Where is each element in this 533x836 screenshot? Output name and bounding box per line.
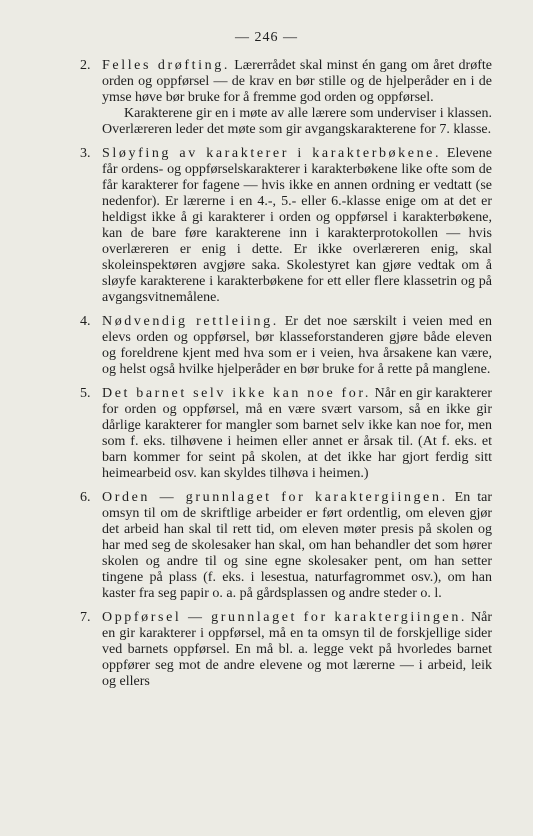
- section-text: Når en gir karakterer i oppførsel, må en ta omsyn til de forskjellige sider ved barnets oppførsel. En må bl. a. legge vekt på hvorledes barnet oppfører seg mot de andre elevene og mot lærerne — i arbeid, leik og ellers: [102, 610, 492, 689]
- section-number: 7.: [80, 610, 91, 625]
- section-7: [82, 610, 492, 690]
- section-paragraph: [102, 386, 492, 482]
- section-paragraph: [102, 314, 492, 378]
- section-3: [82, 146, 492, 306]
- section-heading: Felles drøfting.: [102, 58, 230, 73]
- section-text: Elevene får ordens- og oppførselskarakterer i karakterbøkene like ofte som de får karakterer for fagene — hvis ikke en annen ordning er vedtatt (se nedenfor). Er lærerne i en 4.-, 5.- eller 6.-klasse enige om at det er heldigst ikke å gi karakterer i orden og oppførsel i karakterbøkene, kan de bare føre karakterene inn i karakterprotokollen — hvis overlæreren er enig i dette. Er ikke overlæreren enig, skal skoleinspektøren avgjøre saka. Skolestyret kan gjøre vedtak om å sløyfe karakterene i karakterbøkene for ett eller flere klassetrin og på avgangsvitnemålene.: [102, 146, 492, 305]
- section-number: 3.: [80, 146, 91, 161]
- section-5: [82, 386, 492, 482]
- section-heading: Nødvendig rettleiing.: [102, 314, 279, 329]
- section-number: 5.: [80, 386, 91, 401]
- section-paragraph: [102, 58, 492, 106]
- page-number: — 246 —: [235, 30, 298, 45]
- section-paragraph: [102, 610, 492, 690]
- section-heading: Det barnet selv ikke kan noe for.: [102, 386, 371, 401]
- section-4: [82, 314, 492, 378]
- section-text: Er det noe særskilt i veien med en elevs orden og oppførsel, bør klasseforstanderen gjøre både eleven og foreldrene kjent med hva som er i veien, hva årsakene kan være, og helst også hvilke hjelperåder en bør bruke for å rette på manglene.: [102, 314, 493, 377]
- section-6: [82, 490, 492, 602]
- section-number: 6.: [80, 490, 91, 505]
- section-paragraph: [102, 146, 492, 306]
- section-paragraph: Karakterene gir en i møte av alle lærere som underviser i klassen. Overlæreren leder det møte som gir avgangskarakterene for 7. klasse.: [102, 106, 492, 137]
- section-text: Lærerrådet skal minst én gang om året drøfte orden og oppførsel — de krav en bør stille og de hjelperåder en i de ymse høve bør bruke for å fremme god orden og oppførsel.: [102, 58, 492, 105]
- section-heading: Oppførsel — grunnlaget for karaktergiingen.: [102, 610, 468, 625]
- section-heading: Orden — grunnlaget for karaktergiingen.: [102, 490, 448, 505]
- section-number: 2.: [80, 58, 91, 73]
- section-heading: Sløyfing av karakterer i karakterbøkene.: [102, 146, 442, 161]
- section-text: En tar omsyn til om de skriftlige arbeider er ført ordentlig, om eleven gjør det arbeid han skal til rett tid, om eleven møter presis på skolen og har med seg de skolesaker han skal, om han behandler det som hører skolen og andre til og sine egne skolesaker pent, om han setter tingene på plass (f. eks. i lesestua, naturfagrommet osv.), om han kaster fra seg papir o. a. på gårdsplassen og andre steder o. l.: [102, 490, 492, 601]
- section-number: 4.: [80, 314, 91, 329]
- section-text: Når en gir karakterer for orden og oppførsel, må en være svært varsom, så en ikke gir dårlige karakterer for mangler som barnet selv ikke kan noe for, men som f. eks. tilhøvene i heimen eller annet er årsak til. (At f. eks. et barn kommer for seint på skolen, at det ikke har gjort ferdig sitt heimearbeid osv. kan skyldes tilhøva i heimen.): [102, 386, 492, 481]
- page-text: [82, 58, 492, 698]
- section-2: [82, 58, 492, 138]
- section-paragraph: [102, 490, 492, 602]
